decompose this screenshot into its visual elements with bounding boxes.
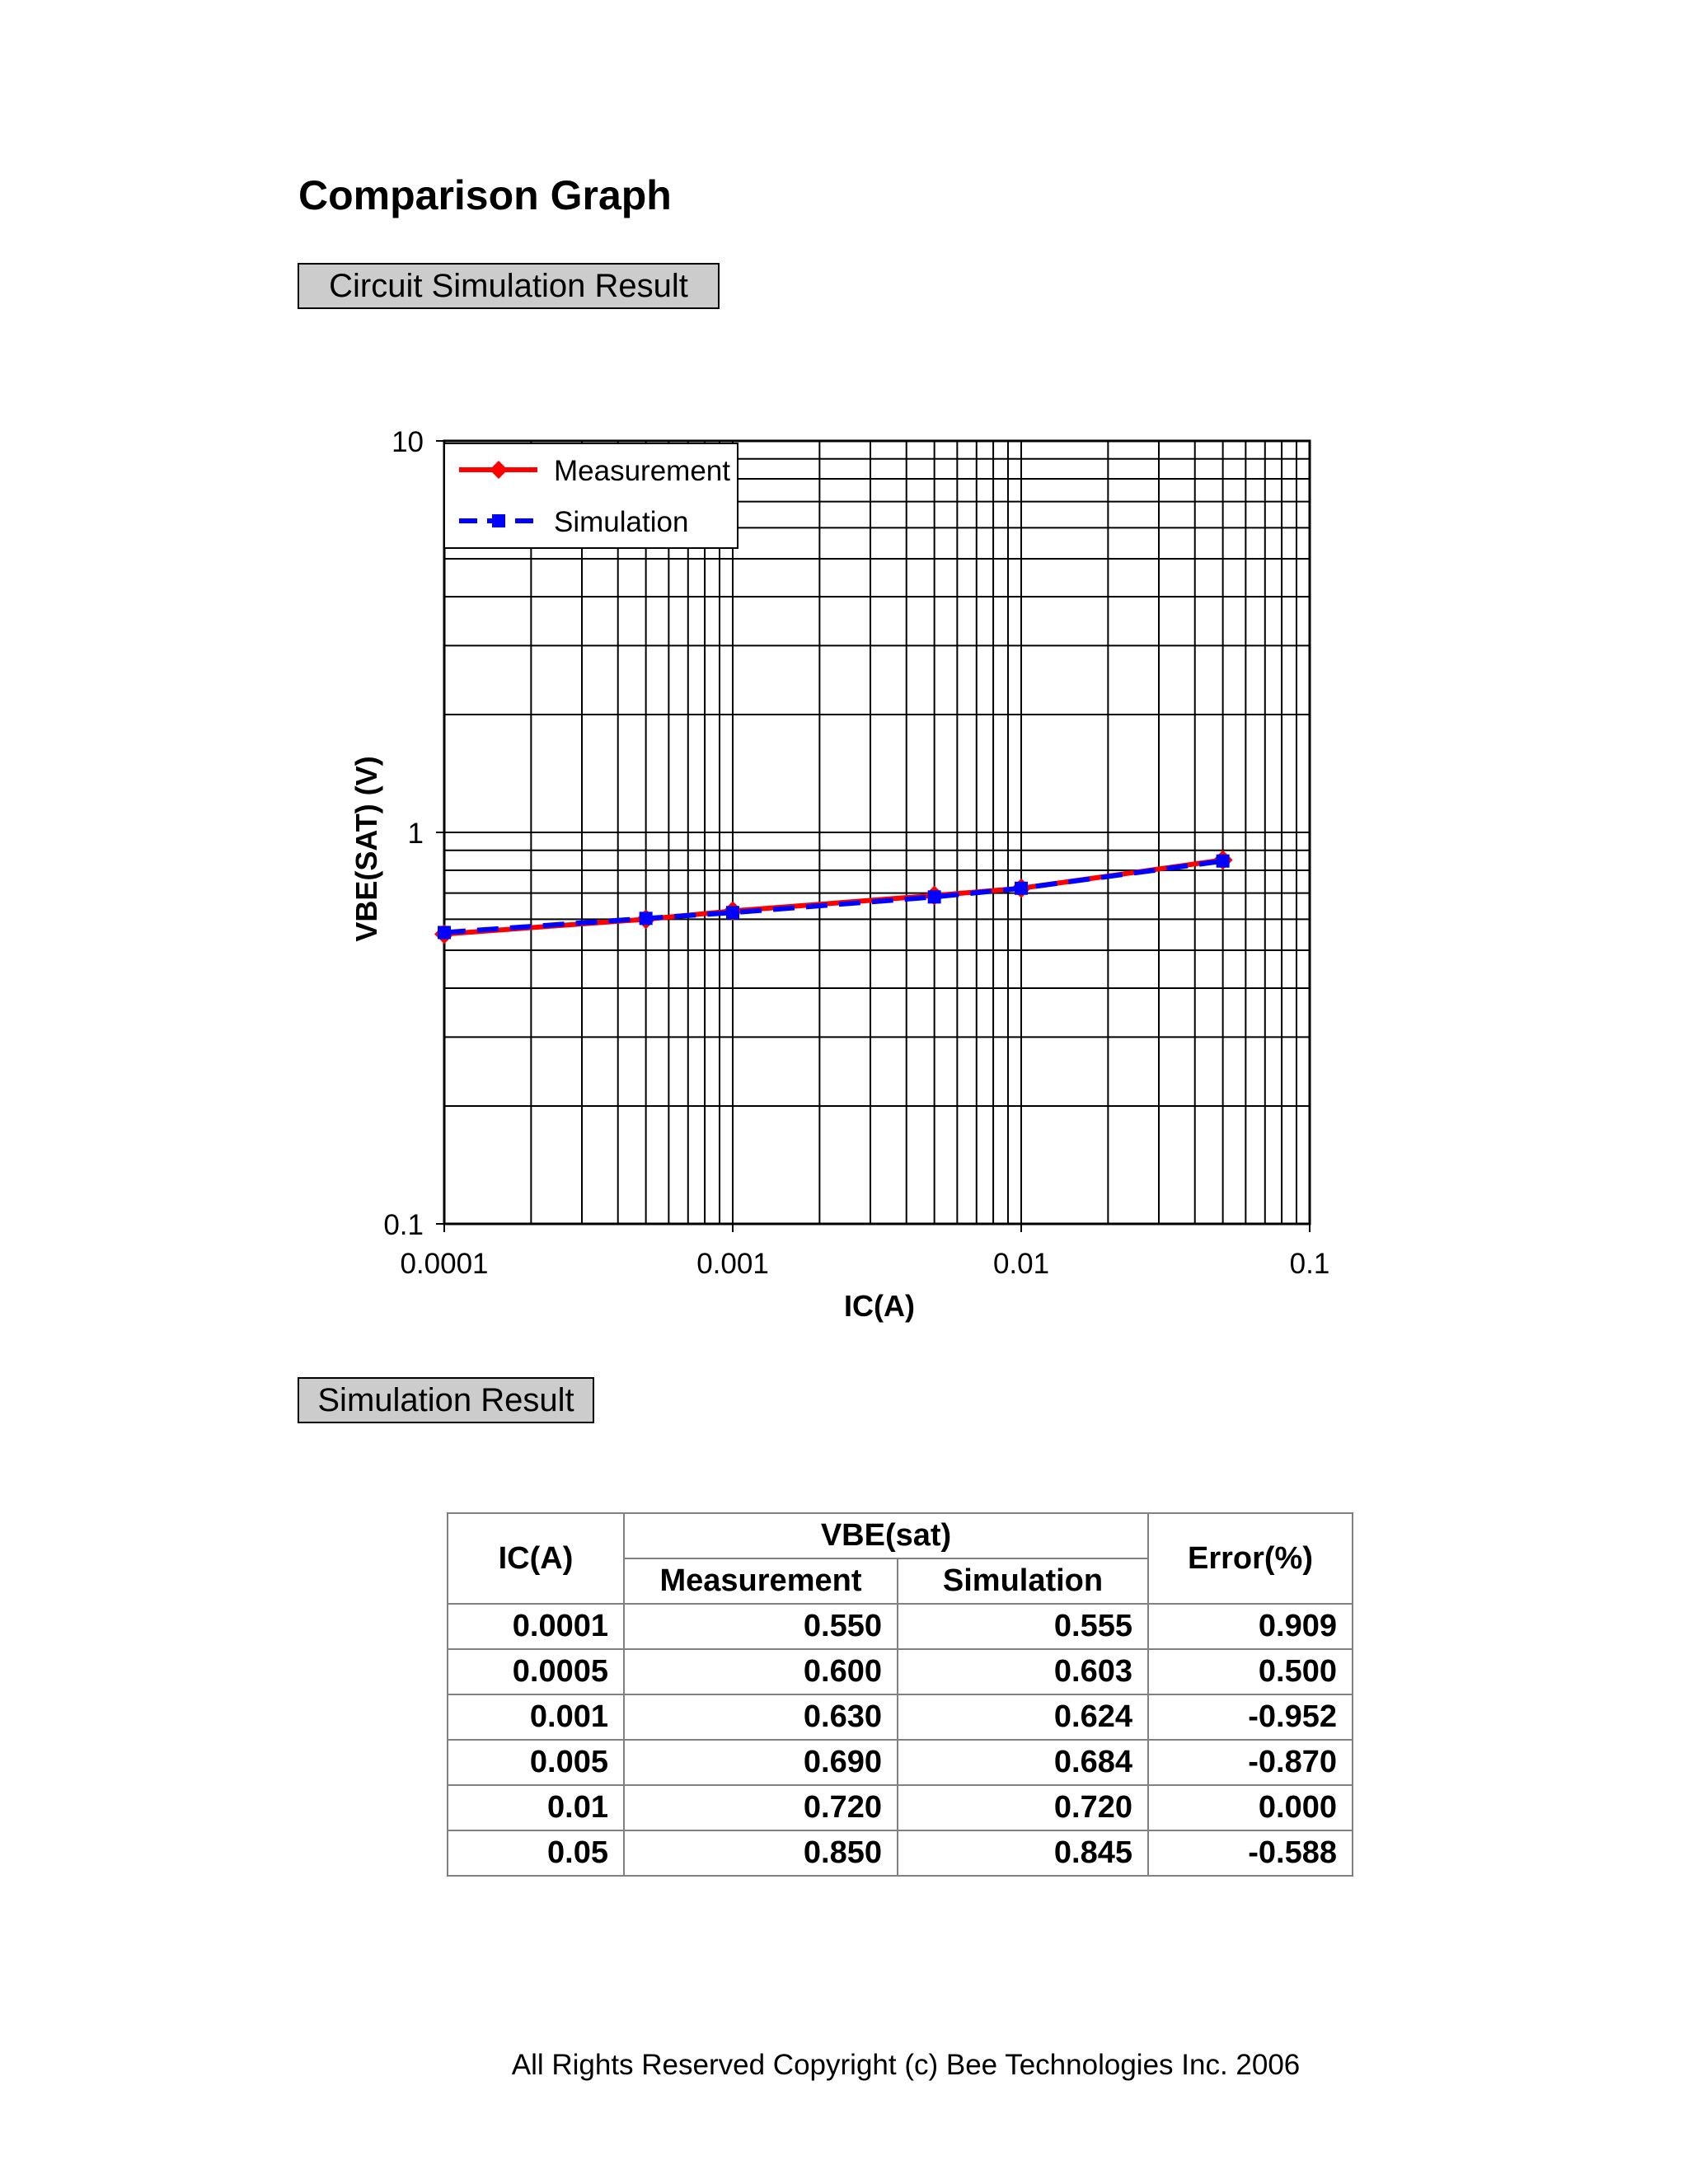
data-point-simulation — [928, 890, 941, 903]
data-point-simulation — [640, 912, 653, 925]
cell-ic: 0.05 — [448, 1830, 624, 1876]
cell-simulation: 0.555 — [898, 1604, 1148, 1649]
cell-error: -0.870 — [1148, 1740, 1353, 1785]
table-row — [448, 1785, 1353, 1830]
table-row — [448, 1649, 1353, 1694]
legend-label: Measurement — [554, 455, 730, 487]
cell-simulation: 0.720 — [898, 1785, 1148, 1830]
table-row — [448, 1694, 1353, 1740]
section-label-simulation-result: Simulation Result — [298, 1377, 594, 1423]
cell-measurement: 0.550 — [624, 1604, 898, 1649]
cell-measurement: 0.690 — [624, 1740, 898, 1785]
data-point-simulation — [438, 926, 451, 939]
header-error: Error(%) — [1148, 1513, 1353, 1604]
cell-ic: 0.0001 — [448, 1604, 624, 1649]
x-axis-label: IC(A) — [844, 1289, 915, 1323]
cell-measurement: 0.600 — [624, 1649, 898, 1694]
x-tick-label: 0.01 — [992, 1248, 1050, 1280]
cell-measurement: 0.720 — [624, 1785, 898, 1830]
series-line-simulation — [444, 861, 1223, 933]
x-tick-label: 0.1 — [1289, 1248, 1330, 1280]
cell-error: -0.952 — [1148, 1694, 1353, 1740]
header-vbe-sat: VBE(sat) — [624, 1513, 1148, 1558]
cell-ic: 0.0005 — [448, 1649, 624, 1694]
table-row — [448, 1604, 1353, 1649]
x-tick-label: 0.0001 — [400, 1248, 489, 1280]
y-tick-label: 1 — [407, 818, 424, 850]
legend-label: Simulation — [554, 506, 689, 538]
cell-simulation: 0.603 — [898, 1649, 1148, 1694]
cell-ic: 0.001 — [448, 1694, 624, 1740]
cell-measurement: 0.850 — [624, 1830, 898, 1876]
table-row — [448, 1830, 1353, 1876]
cell-measurement: 0.630 — [624, 1694, 898, 1740]
legend-marker-simulation — [492, 514, 505, 527]
x-tick-label: 0.001 — [696, 1248, 769, 1280]
cell-ic: 0.005 — [448, 1740, 624, 1785]
cell-simulation: 0.624 — [898, 1694, 1148, 1740]
header-simulation: Simulation — [898, 1558, 1148, 1604]
y-axis-label: VBE(SAT) (V) — [349, 756, 383, 942]
header-ic: IC(A) — [448, 1513, 624, 1604]
cell-error: 0.500 — [1148, 1649, 1353, 1694]
cell-error: 0.000 — [1148, 1785, 1353, 1830]
data-point-simulation — [1015, 882, 1028, 895]
y-tick-label: 0.1 — [383, 1209, 424, 1241]
section-label-circuit-simulation: Circuit Simulation Result — [298, 263, 720, 309]
y-tick-label: 10 — [392, 426, 424, 458]
cell-ic: 0.01 — [448, 1785, 624, 1830]
table-row — [448, 1740, 1353, 1785]
data-point-simulation — [1217, 855, 1230, 868]
results-table — [447, 1512, 1353, 1877]
cell-simulation: 0.845 — [898, 1830, 1148, 1876]
cell-error: -0.588 — [1148, 1830, 1353, 1876]
header-measurement: Measurement — [624, 1558, 898, 1604]
page-title: Comparison Graph — [298, 172, 672, 218]
copyright-footer: All Rights Reserved Copyright (c) Bee Technologies Inc. 2006 — [511, 2049, 1301, 2081]
cell-simulation: 0.684 — [898, 1740, 1148, 1785]
cell-error: 0.909 — [1148, 1604, 1353, 1649]
data-point-simulation — [726, 906, 739, 919]
